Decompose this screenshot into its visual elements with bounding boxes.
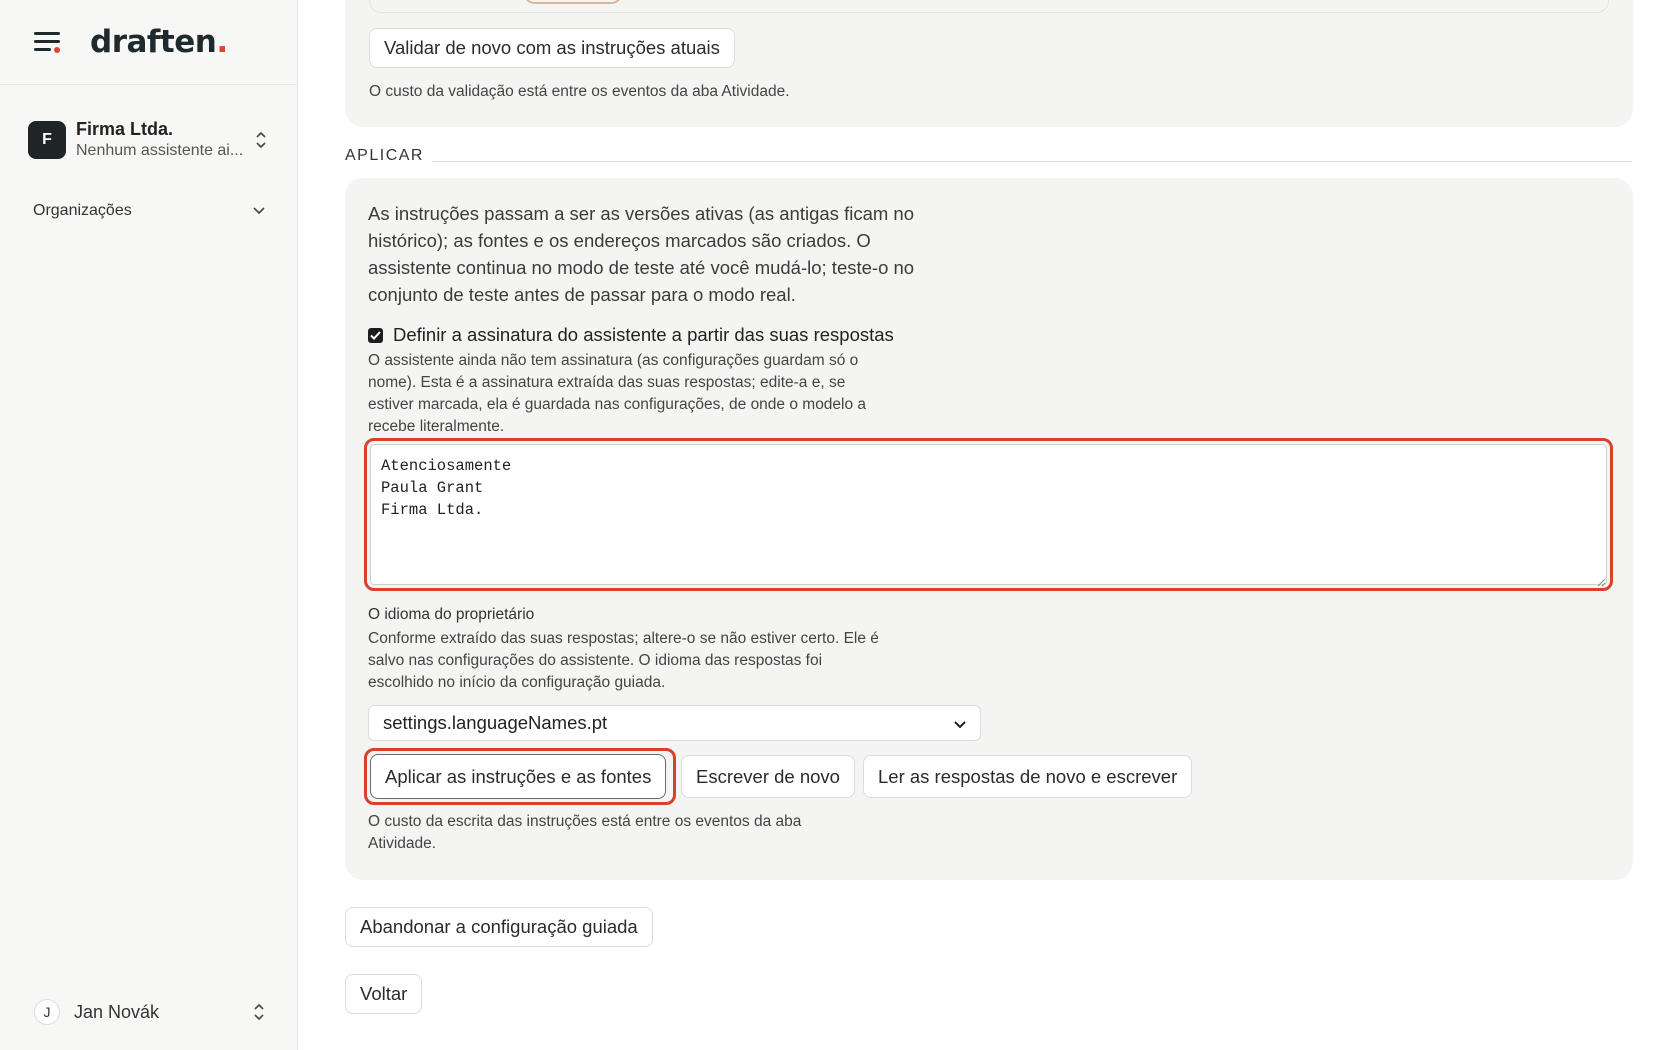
signature-textarea[interactable]: [370, 444, 1607, 585]
language-select[interactable]: [368, 705, 981, 741]
org-avatar: F: [28, 121, 66, 159]
abandon-guided-setup-button[interactable]: Abandonar a configuração guiada: [345, 907, 653, 947]
language-label: O idioma do proprietário: [368, 606, 535, 623]
divider: [432, 161, 1632, 162]
user-name: Jan Novák: [74, 1001, 160, 1022]
organization-switcher[interactable]: [28, 118, 268, 162]
writing-cost-note: O custo da escrita das instruções está entre os eventos da aba Atividade.: [368, 813, 802, 852]
sidebar-item-label: Organizações: [33, 202, 132, 219]
apply-card: [345, 178, 1633, 880]
language-select-value: settings.languageNames.pt: [383, 712, 608, 733]
chevron-down-icon: [954, 712, 966, 734]
apply-instructions-button[interactable]: Aplicar as instruções e as fontes: [370, 754, 666, 799]
signature-checkbox[interactable]: [368, 328, 383, 343]
reread-and-write-button[interactable]: Ler as respostas de novo e escrever: [863, 755, 1192, 798]
sidebar-item-organizations[interactable]: [33, 198, 265, 224]
resize-handle-icon[interactable]: [1596, 574, 1606, 584]
chevron-down-icon: [253, 202, 265, 220]
signature-checkbox-label: Definir a assinatura do assistente a partir das suas respostas: [393, 324, 894, 345]
validation-card: [345, 0, 1633, 127]
validation-cost-note: O custo da validação está entre os eventos da aba Atividade.: [369, 83, 790, 100]
signature-checkbox-row[interactable]: [368, 324, 894, 346]
brand-header: [0, 0, 297, 85]
previous-pill-edge: [523, 0, 623, 4]
revalidate-button[interactable]: Validar de novo com as instruções atuais: [369, 28, 735, 68]
chevron-up-down-icon: [254, 130, 268, 150]
app-logo[interactable]: draften.: [90, 24, 228, 60]
language-help-text: Conforme extraído das suas respostas; altere-o se não estiver certo. Ele é salvo nas configurações do assistente. O idioma das respostas foi escolhido no início da configuração guiada.: [368, 630, 879, 691]
apply-description: As instruções passam a ser as versões ativas (as antigas ficam no histórico); as fontes e os endereços marcados são criados. O assistente continua no modo de teste até você mudá-lo; teste-o no conjunto de teste antes de passar para o modo real.: [368, 203, 915, 305]
avatar: J: [34, 999, 60, 1025]
rewrite-button[interactable]: Escrever de novo: [681, 755, 855, 798]
sidebar: [0, 0, 298, 1050]
org-name: Firma Ltda.: [76, 119, 174, 139]
back-button[interactable]: Voltar: [345, 974, 422, 1014]
section-title-apply: APLICAR: [345, 147, 424, 164]
user-menu[interactable]: [34, 997, 266, 1027]
org-assistant-subtitle: Nenhum assistente ai...: [76, 142, 244, 159]
chevron-up-down-icon: [252, 1002, 266, 1022]
signature-help-text: O assistente ainda não tem assinatura (as configurações guardam só o nome). Esta é a assinatura extraída das suas respostas; edite-a e, se estiver marcada, ela é guardada nas configurações, de onde o modelo a recebe literalmente.: [368, 352, 867, 435]
menu-icon[interactable]: [34, 32, 60, 52]
